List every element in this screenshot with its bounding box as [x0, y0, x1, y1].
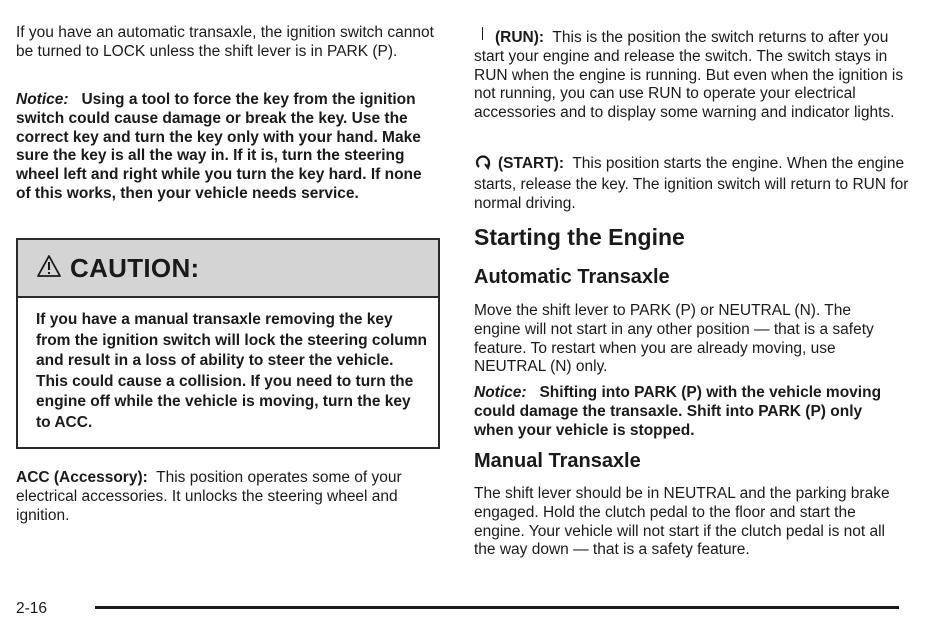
warning-triangle-icon	[36, 254, 62, 283]
notice-text-2: Shifting into PARK (P) with the vehicle moving could damage the transaxle. Shift into PARK (P) only when your vehicle is stopped.	[474, 384, 882, 439]
automatic-transaxle-text: Move the shift lever to PARK (P) or NEUTRAL (N). The engine will not start in any other position — that is a safety feature. To restart when you are already moving, use NEUTRAL (N) only.	[474, 302, 874, 376]
caution-box	[16, 238, 440, 449]
run-position-icon	[482, 27, 483, 40]
acc-text: This position operates some of your electrical accessories. It unlocks the steering wheel and ignition.	[16, 469, 402, 524]
notice-label-2: Notice:	[474, 384, 527, 401]
notice-paragraph	[16, 91, 440, 204]
acc-paragraph	[16, 469, 440, 525]
footer-rule	[95, 606, 899, 609]
caution-header	[18, 240, 438, 298]
section-heading: Starting the Engine	[474, 224, 685, 250]
caution-title: CAUTION:	[70, 252, 200, 283]
start-position-icon	[474, 154, 492, 176]
start-paragraph	[474, 154, 914, 213]
acc-label: ACC (Accessory):	[16, 469, 148, 486]
start-text: This position starts the engine. When the engine starts, release the key. The ignition switch will return to RUN for normal driving.	[474, 155, 909, 212]
manual-transaxle-text: The shift lever should be in NEUTRAL and the parking brake engaged. Hold the clutch pedal to the floor and start the engine. Your vehicle will not start if the clutch pedal is not all the way down — that is a safety feature.	[474, 485, 890, 559]
manual-transaxle-heading: Manual Transaxle	[474, 450, 641, 472]
run-label: (RUN):	[495, 29, 545, 46]
notice-label: Notice:	[16, 91, 69, 108]
run-text: This is the position the switch returns to after you start your engine and release the switch. The switch stays in RUN when the engine is running. But even when the ignition is not running, you can use RUN to operate your electrical accessories and to display some warning and indicator lights.	[474, 29, 904, 122]
lock-paragraph: If you have an automatic transaxle, the ignition switch cannot be turned to LOCK unless the shift lever is in PARK (P).	[16, 24, 434, 60]
run-paragraph	[474, 27, 914, 123]
start-label: (START):	[498, 155, 564, 172]
caution-body	[36, 310, 428, 433]
notice-paragraph-2	[474, 384, 894, 440]
caution-text: If you have a manual transaxle removing the key from the ignition switch will lock the steering column and result in a loss of ability to steer the vehicle. This could cause a collision. If you need to turn the engine off while the vehicle is moving, turn the key to ACC.	[36, 311, 427, 431]
notice-text: Using a tool to force the key from the ignition switch could cause damage or break the key. Use the correct key and turn the key only with your hand. Make sure the key is all the way in. If it is, turn the steering wheel left and right while you turn the key hard. If none of this works, then your vehicle needs service.	[16, 91, 422, 202]
automatic-transaxle-heading: Automatic Transaxle	[474, 266, 670, 288]
page-number: 2-16	[16, 600, 48, 617]
